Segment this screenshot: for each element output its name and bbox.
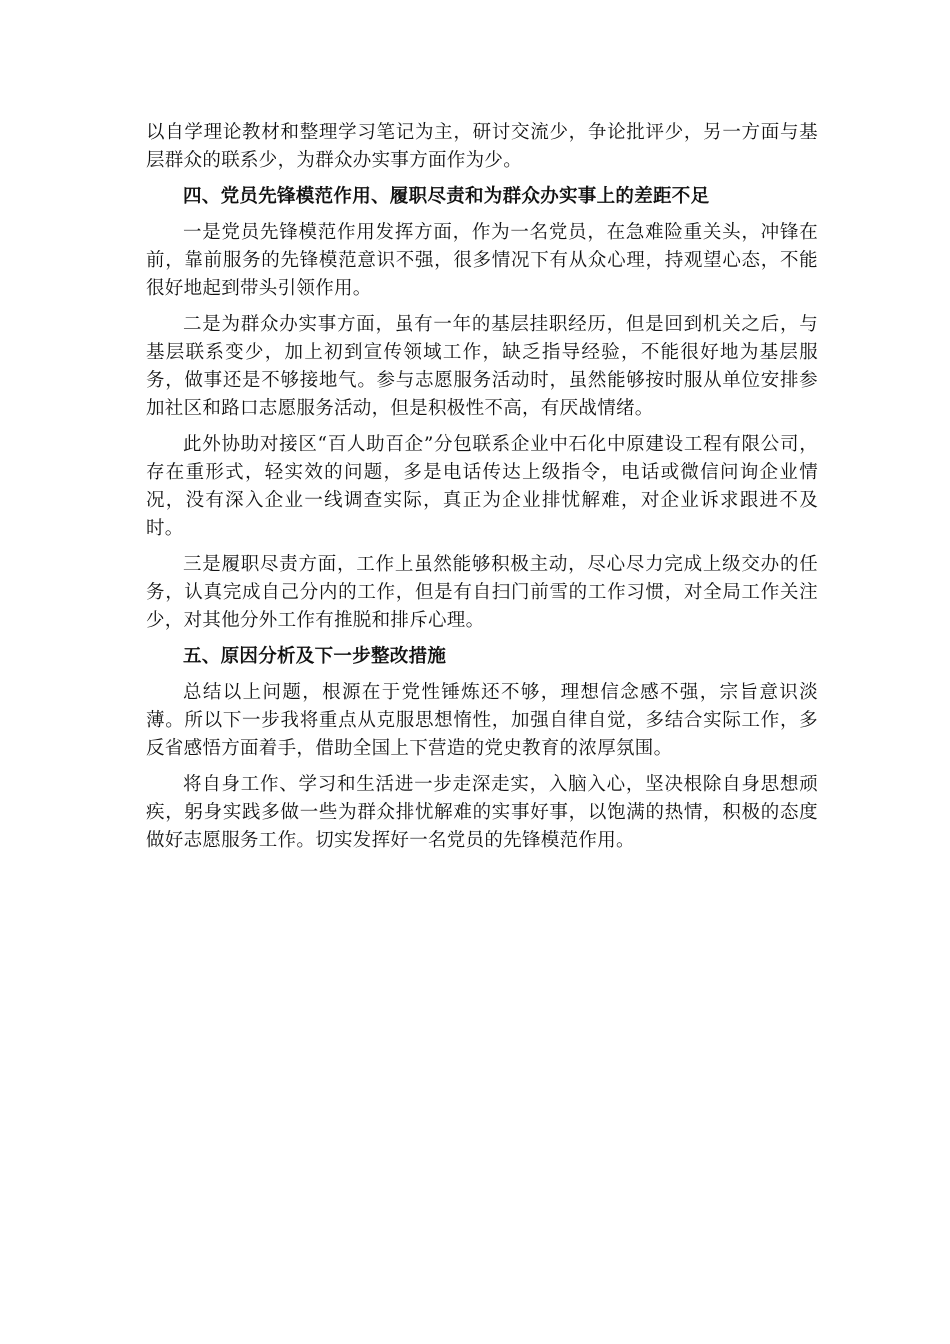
paragraph-enterprise-assistance: 此外协助对接区“百人助百企”分包联系企业中石化中原建设工程有限公司，存在重形式，轻实效的问题，多是电话传达上级指令，电话或微信问询企业情况，没有深入企业一线调查实际，真正为企业排忧解难，对企业诉求跟进不及时。 bbox=[146, 434, 818, 539]
paragraph-serving-masses: 二是为群众办实事方面，虽有一年的基层挂职经历，但是回到机关之后，与基层联系变少，加上初到宣传领域工作，缺乏指导经验，不能很好地为基层服务，做事还是不够接地气。参与志愿服务活动时，虽然能够按时服从单位安排参加社区和路口志愿服务活动，但是积极性不高，有厌战情绪。 bbox=[146, 314, 818, 419]
paragraph-vanguard-role: 一是党员先锋模范作用发挥方面，作为一名党员，在急难险重关头，冲锋在前，靠前服务的先锋模范意识不强，很多情况下有从众心理，持观望心态，不能很好地起到带头引领作用。 bbox=[146, 222, 818, 299]
paragraph-duty-performance: 三是履职尽责方面，工作上虽然能够积极主动，尽心尽力完成上级交办的任务，认真完成自己分内的工作，但是有自扫门前雪的工作习惯，对全局工作关注少，对其他分外工作有推脱和排斥心理。 bbox=[146, 554, 818, 631]
paragraph-next-steps: 将自身工作、学习和生活进一步走深走实，入脑入心，坚决根除自身思想顽疾，躬身实践多做一些为群众排忧解难的实事好事，以饱满的热情，积极的态度做好志愿服务工作。切实发挥好一名党员的先锋模范作用。 bbox=[146, 774, 818, 851]
document-page bbox=[146, 119, 818, 863]
paragraph-root-cause: 总结以上问题，根源在于党性锤炼还不够，理想信念感不强，宗旨意识淡薄。所以下一步我将重点从克服思想惰性，加强自律自觉，多结合实际工作，多反省感悟方面着手，借助全国上下营造的党史教育的浓厚氛围。 bbox=[146, 682, 818, 759]
section-heading-four: 四、党员先锋模范作用、履职尽责和为群众办实事上的差距不足 bbox=[183, 186, 710, 207]
paragraph-continuation: 以自学理论教材和整理学习笔记为主，研讨交流少，争论批评少，另一方面与基层群众的联系少，为群众办实事方面作为少。 bbox=[146, 122, 818, 171]
section-heading-five: 五、原因分析及下一步整改措施 bbox=[183, 646, 447, 667]
